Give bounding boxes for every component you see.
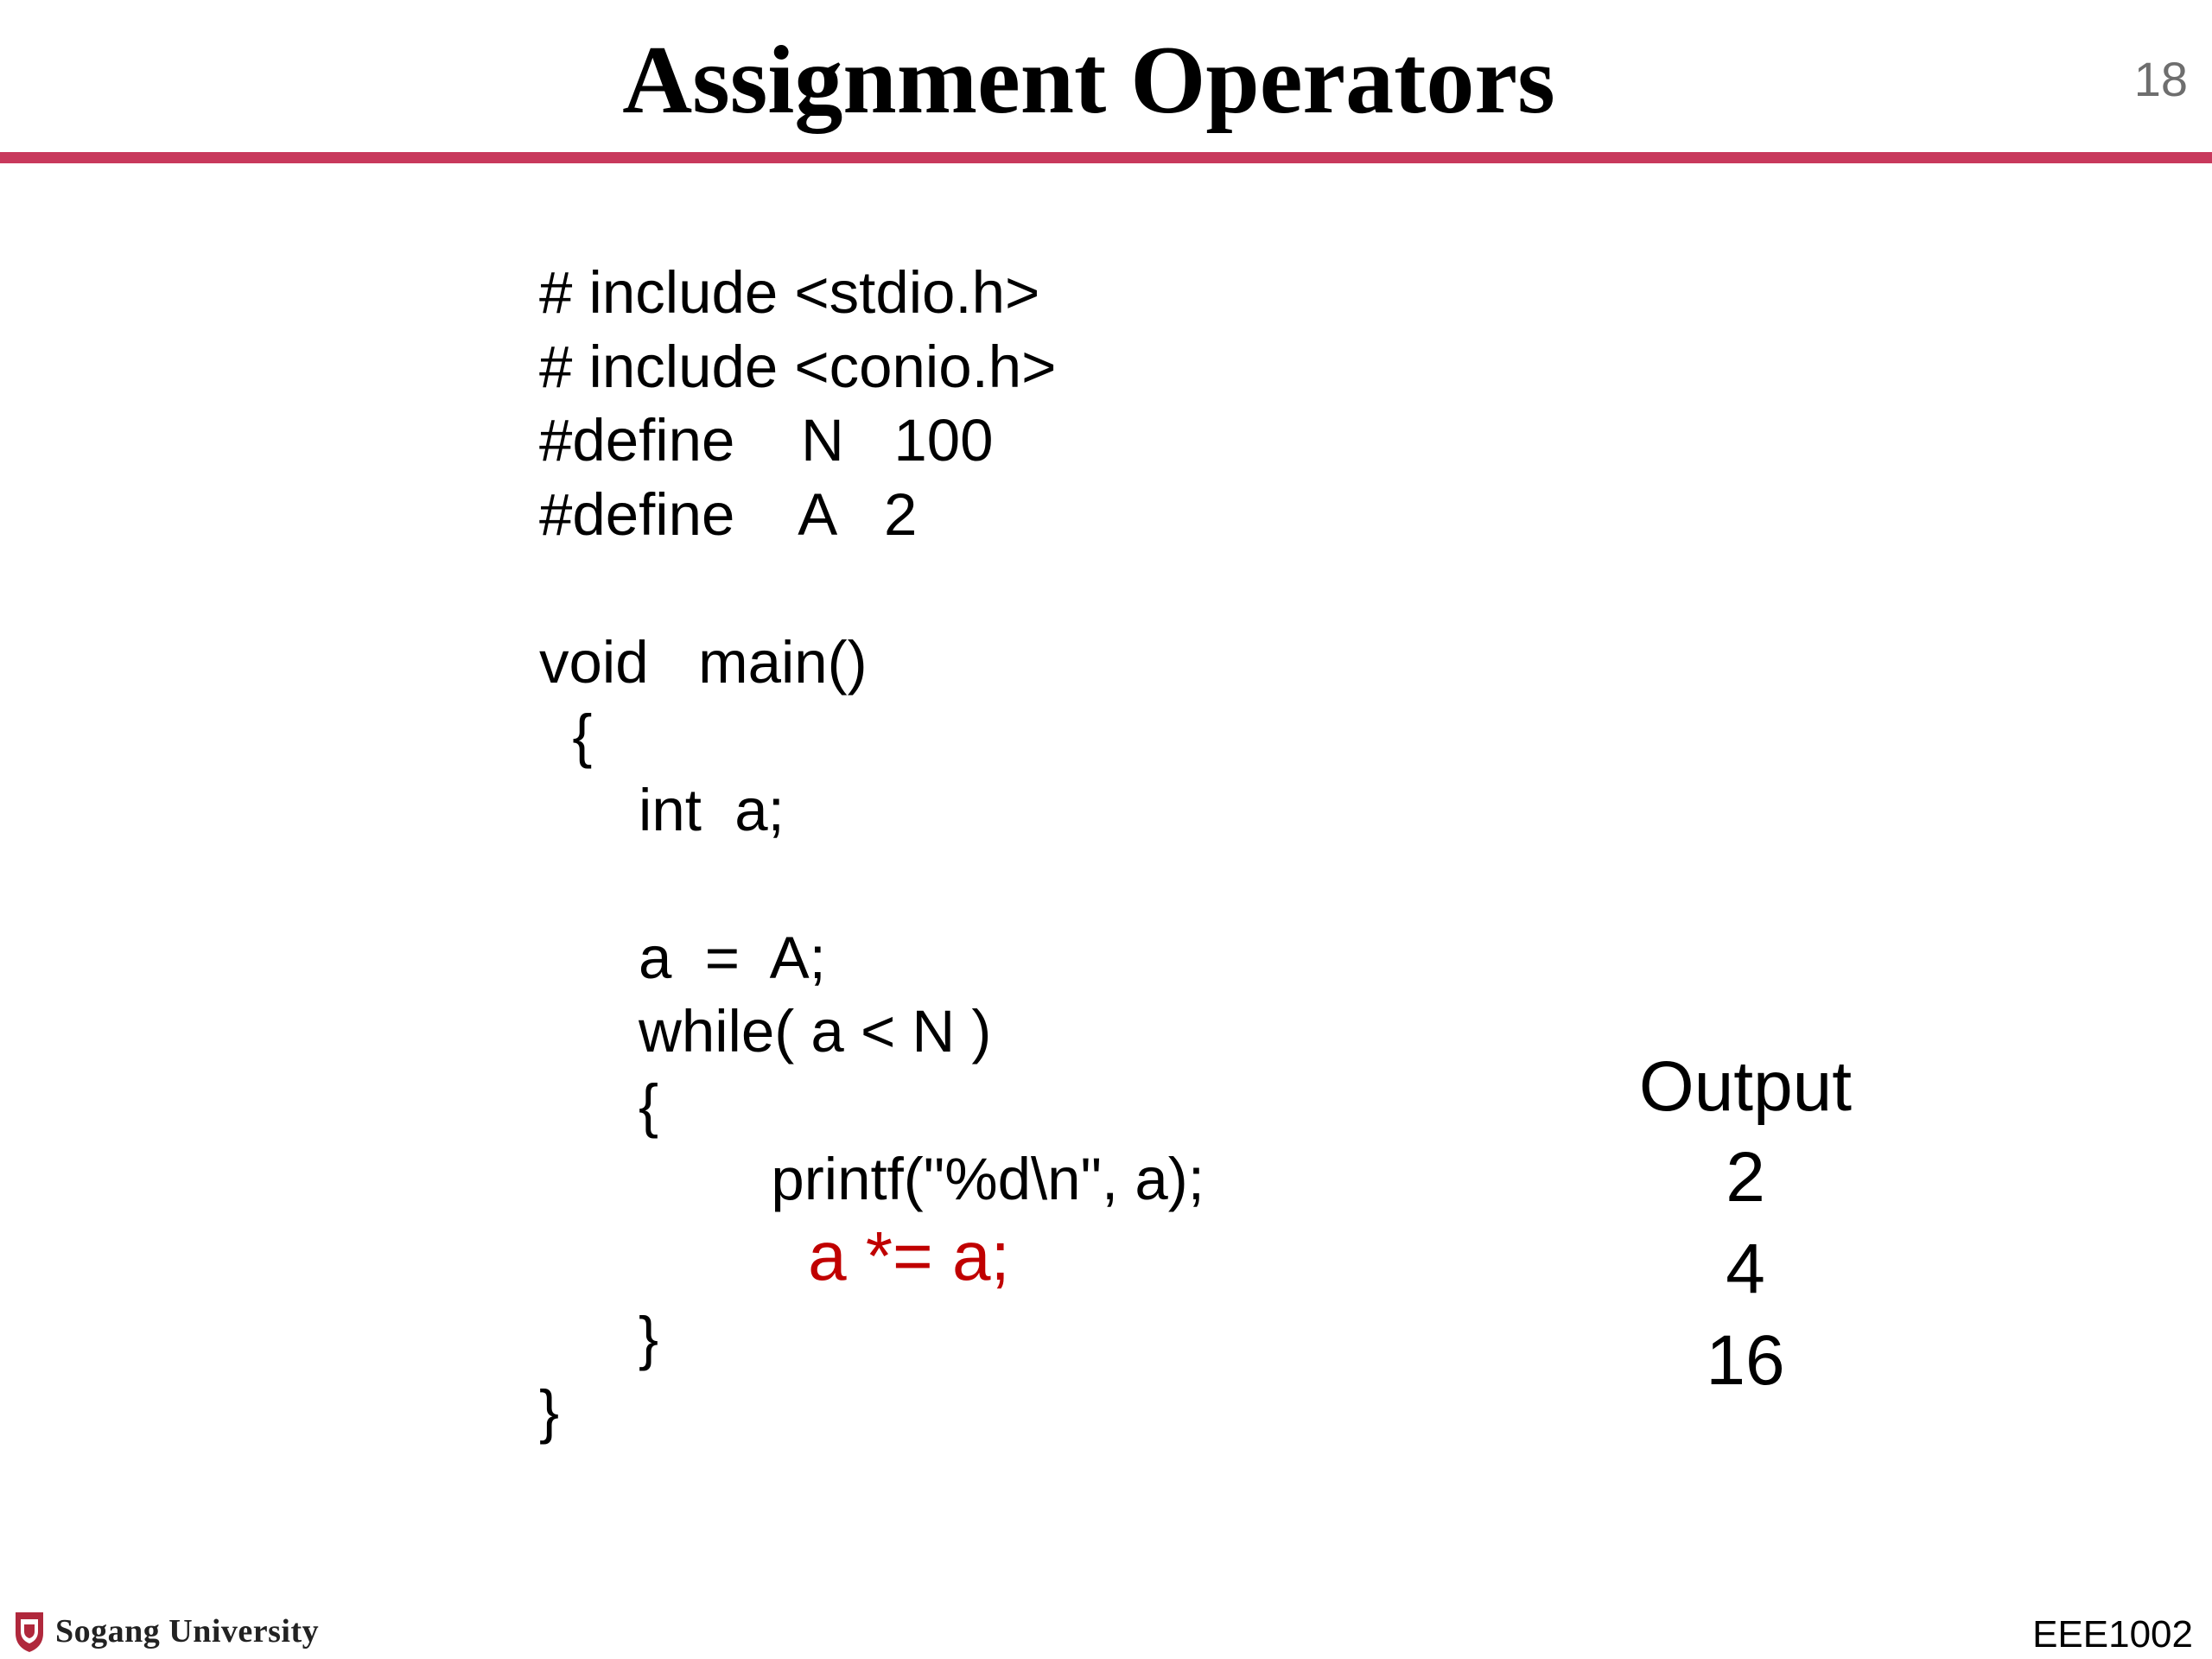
code-line: a = A; bbox=[539, 924, 826, 991]
slide-title: Assignment Operators bbox=[622, 27, 1555, 134]
code-line: } bbox=[539, 1304, 659, 1371]
output-value: 4 bbox=[1726, 1230, 1765, 1308]
code-line bbox=[539, 551, 1205, 626]
output-panel bbox=[1607, 1042, 1884, 1407]
code-line: #define A 2 bbox=[539, 480, 918, 548]
page-number: 18 bbox=[2133, 52, 2188, 106]
code-line: # include <conio.h> bbox=[539, 333, 1057, 400]
course-code: EEE1002 bbox=[2032, 1613, 2193, 1656]
university-crest-icon bbox=[12, 1609, 47, 1654]
code-line: while( a < N ) bbox=[539, 998, 992, 1065]
title-divider bbox=[0, 152, 2212, 163]
code-line: printf("%d\n", a); bbox=[539, 1146, 1205, 1212]
output-value: 16 bbox=[1706, 1321, 1785, 1400]
code-line: #define N 100 bbox=[539, 407, 994, 474]
highlighted-code-line: a *= a; bbox=[539, 1217, 1010, 1294]
output-heading: Output bbox=[1638, 1047, 1853, 1126]
code-line: # include <stdio.h> bbox=[539, 259, 1040, 326]
code-line: int a; bbox=[539, 776, 785, 843]
code-line: } bbox=[539, 1378, 560, 1445]
code-line: { bbox=[539, 702, 593, 769]
footer-logo bbox=[12, 1607, 319, 1656]
code-line: void main() bbox=[539, 628, 868, 696]
code-line: { bbox=[539, 1071, 659, 1139]
output-value: 2 bbox=[1726, 1138, 1765, 1217]
code-line bbox=[539, 847, 1205, 921]
code-listing bbox=[539, 256, 1205, 1449]
university-name: Sogang University bbox=[55, 1613, 320, 1649]
